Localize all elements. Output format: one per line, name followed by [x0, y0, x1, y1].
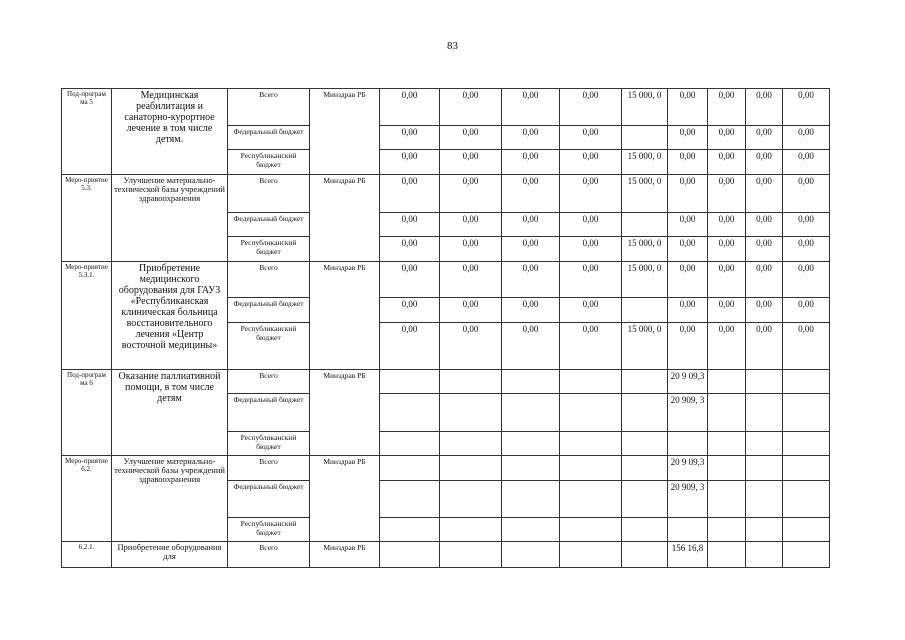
amount-cell: 0,00	[668, 298, 708, 323]
amount-cell	[708, 518, 746, 542]
amount-cell: 0,00	[560, 213, 622, 237]
amount-cell	[380, 432, 440, 456]
amount-cell	[502, 456, 560, 481]
amount-cell	[440, 370, 502, 394]
amount-cell: 0,00	[502, 150, 560, 175]
amount-cell	[622, 542, 668, 568]
amount-cell: 0,00	[380, 126, 440, 150]
amount-cell	[560, 481, 622, 518]
amount-cell: 0,00	[380, 175, 440, 213]
amount-cell: 0,00	[440, 126, 502, 150]
amount-cell: 0,00	[502, 126, 560, 150]
amount-cell	[560, 456, 622, 481]
executor: Минздрав РБ	[310, 89, 380, 175]
row-code: 6.2.1.	[62, 542, 112, 568]
source-republic: Республиканский бюджет	[228, 518, 310, 542]
amount-cell	[502, 481, 560, 518]
row-name: Оказание паллиативной помощи, в том числе детям	[112, 370, 228, 456]
page-number: 83	[447, 40, 458, 52]
row-name: Приобретение медицинского оборудования для ГАУЗ «Республиканская клиническая больница восстановительного лечения «Центр восточной медицины»	[112, 262, 228, 370]
row-code: Меро-приятие 5.3.	[62, 175, 112, 262]
amount-cell: 0,00	[380, 89, 440, 126]
amount-cell	[440, 432, 502, 456]
amount-cell	[708, 394, 746, 432]
amount-cell	[746, 370, 783, 394]
amount-cell	[622, 518, 668, 542]
amount-cell: 0,00	[502, 323, 560, 370]
budget-table	[61, 88, 830, 568]
amount-cell	[783, 370, 830, 394]
source-federal: Федеральный бюджет	[228, 298, 310, 323]
amount-cell	[783, 518, 830, 542]
row-code: Под-програм ма 5	[62, 89, 112, 175]
amount-cell	[668, 518, 708, 542]
amount-cell: 0,00	[440, 237, 502, 262]
amount-cell: 0,00	[708, 175, 746, 213]
amount-cell: 0,00	[380, 298, 440, 323]
executor: Минздрав РБ	[310, 542, 380, 568]
amount-cell: 0,00	[380, 262, 440, 298]
row-code: Меро-приятие 5.3.1.	[62, 262, 112, 370]
amount-cell	[708, 432, 746, 456]
amount-cell: 0,00	[708, 89, 746, 126]
amount-cell: 0,00	[783, 150, 830, 175]
amount-cell	[622, 394, 668, 432]
table-row	[62, 89, 830, 126]
row-code: Под-програм ма 6	[62, 370, 112, 456]
amount-cell: 0,00	[440, 262, 502, 298]
amount-cell: 156 16,8	[668, 542, 708, 568]
amount-cell: 0,00	[560, 126, 622, 150]
source-republic: Республиканский бюджет	[228, 150, 310, 175]
source-republic: Республиканский бюджет	[228, 323, 310, 370]
executor: Минздрав РБ	[310, 370, 380, 456]
amount-cell: 0,00	[783, 175, 830, 213]
source-federal: Федеральный бюджет	[228, 394, 310, 432]
amount-cell: 0,00	[746, 89, 783, 126]
amount-cell: 0,00	[502, 175, 560, 213]
source-federal: Федеральный бюджет	[228, 126, 310, 150]
amount-cell	[708, 481, 746, 518]
amount-cell	[746, 542, 783, 568]
amount-cell: 0,00	[440, 89, 502, 126]
source-total: Всего	[228, 456, 310, 481]
amount-cell: 0,00	[708, 150, 746, 175]
amount-cell: 0,00	[783, 126, 830, 150]
amount-cell	[380, 518, 440, 542]
amount-cell	[783, 542, 830, 568]
amount-cell: 0,00	[440, 213, 502, 237]
source-federal: Федеральный бюджет	[228, 481, 310, 518]
source-republic: Республиканский бюджет	[228, 432, 310, 456]
amount-cell: 0,00	[440, 175, 502, 213]
amount-cell: 15 000, 0	[622, 89, 668, 126]
amount-cell	[380, 394, 440, 432]
amount-cell	[622, 126, 668, 150]
executor: Минздрав РБ	[310, 262, 380, 370]
amount-cell: 0,00	[560, 89, 622, 126]
amount-cell	[502, 542, 560, 568]
amount-cell	[746, 518, 783, 542]
table-row	[62, 542, 830, 568]
amount-cell	[560, 518, 622, 542]
amount-cell	[502, 370, 560, 394]
source-total: Всего	[228, 262, 310, 298]
amount-cell	[622, 213, 668, 237]
amount-cell: 15 000, 0	[622, 262, 668, 298]
amount-cell	[380, 456, 440, 481]
amount-cell: 0,00	[560, 298, 622, 323]
amount-cell: 20 9 09,3	[668, 370, 708, 394]
executor: Минздрав РБ	[310, 456, 380, 542]
amount-cell: 0,00	[440, 323, 502, 370]
amount-cell: 0,00	[668, 262, 708, 298]
amount-cell	[622, 298, 668, 323]
amount-cell	[560, 542, 622, 568]
amount-cell: 0,00	[560, 323, 622, 370]
amount-cell: 0,00	[746, 237, 783, 262]
amount-cell: 0,00	[560, 262, 622, 298]
amount-cell: 15 000, 0	[622, 323, 668, 370]
row-name: Приобретение оборудования для	[112, 542, 228, 568]
amount-cell	[746, 481, 783, 518]
amount-cell: 0,00	[783, 323, 830, 370]
table-row	[62, 262, 830, 298]
amount-cell	[708, 542, 746, 568]
amount-cell	[622, 370, 668, 394]
amount-cell	[440, 456, 502, 481]
source-total: Всего	[228, 370, 310, 394]
amount-cell	[746, 456, 783, 481]
amount-cell	[560, 432, 622, 456]
source-total: Всего	[228, 89, 310, 126]
amount-cell	[783, 456, 830, 481]
amount-cell: 0,00	[746, 323, 783, 370]
amount-cell: 0,00	[380, 323, 440, 370]
amount-cell	[746, 394, 783, 432]
amount-cell: 0,00	[746, 298, 783, 323]
amount-cell: 0,00	[380, 213, 440, 237]
table-body	[62, 89, 830, 568]
source-total: Всего	[228, 542, 310, 568]
amount-cell: 20 909, 3	[668, 394, 708, 432]
amount-cell	[502, 518, 560, 542]
amount-cell: 0,00	[708, 237, 746, 262]
amount-cell	[783, 394, 830, 432]
executor: Минздрав РБ	[310, 175, 380, 262]
amount-cell	[560, 370, 622, 394]
amount-cell: 0,00	[502, 89, 560, 126]
amount-cell: 15 000, 0	[622, 237, 668, 262]
row-name: Улучшение материально-технической базы учреждений здравоохранения	[112, 456, 228, 542]
amount-cell: 0,00	[708, 298, 746, 323]
amount-cell	[783, 481, 830, 518]
amount-cell: 0,00	[708, 323, 746, 370]
source-federal: Федеральный бюджет	[228, 213, 310, 237]
amount-cell: 0,00	[560, 150, 622, 175]
amount-cell	[708, 370, 746, 394]
amount-cell: 0,00	[708, 213, 746, 237]
amount-cell: 0,00	[668, 213, 708, 237]
source-republic: Республиканский бюджет	[228, 237, 310, 262]
amount-cell: 0,00	[668, 150, 708, 175]
amount-cell: 0,00	[746, 175, 783, 213]
amount-cell	[708, 456, 746, 481]
amount-cell: 0,00	[746, 126, 783, 150]
amount-cell	[380, 542, 440, 568]
amount-cell	[502, 394, 560, 432]
amount-cell: 0,00	[502, 298, 560, 323]
row-name: Медицинская реабилитация и санаторно-курортное лечение в том числе детям.	[112, 89, 228, 175]
amount-cell: 0,00	[668, 89, 708, 126]
amount-cell: 0,00	[668, 126, 708, 150]
amount-cell	[380, 370, 440, 394]
amount-cell: 0,00	[502, 237, 560, 262]
amount-cell: 0,00	[380, 150, 440, 175]
amount-cell: 0,00	[668, 323, 708, 370]
amount-cell: 0,00	[440, 150, 502, 175]
amount-cell: 15 000, 0	[622, 175, 668, 213]
amount-cell: 0,00	[668, 237, 708, 262]
row-name: Улучшение материально-технической базы учреждений здравоохранения	[112, 175, 228, 262]
amount-cell: 0,00	[380, 237, 440, 262]
amount-cell: 0,00	[746, 150, 783, 175]
amount-cell: 0,00	[560, 237, 622, 262]
amount-cell: 0,00	[502, 213, 560, 237]
amount-cell: 20 909, 3	[668, 481, 708, 518]
amount-cell: 0,00	[746, 213, 783, 237]
amount-cell	[440, 481, 502, 518]
amount-cell: 0,00	[783, 213, 830, 237]
amount-cell	[440, 518, 502, 542]
table-row	[62, 370, 830, 394]
amount-cell: 0,00	[783, 298, 830, 323]
amount-cell: 0,00	[668, 175, 708, 213]
amount-cell	[440, 542, 502, 568]
amount-cell	[746, 432, 783, 456]
amount-cell: 20 9 09,3	[668, 456, 708, 481]
amount-cell	[783, 432, 830, 456]
amount-cell: 0,00	[746, 262, 783, 298]
amount-cell: 0,00	[560, 175, 622, 213]
amount-cell: 0,00	[783, 89, 830, 126]
amount-cell	[502, 432, 560, 456]
row-code: Меро-приятие 6.2.	[62, 456, 112, 542]
amount-cell	[560, 394, 622, 432]
amount-cell: 0,00	[440, 298, 502, 323]
amount-cell: 0,00	[783, 262, 830, 298]
amount-cell	[622, 456, 668, 481]
table-row	[62, 175, 830, 213]
table-row	[62, 456, 830, 481]
amount-cell	[622, 481, 668, 518]
amount-cell	[440, 394, 502, 432]
amount-cell: 0,00	[502, 262, 560, 298]
amount-cell: 0,00	[783, 237, 830, 262]
source-total: Всего	[228, 175, 310, 213]
amount-cell	[622, 432, 668, 456]
amount-cell: 15 000, 0	[622, 150, 668, 175]
amount-cell	[668, 432, 708, 456]
amount-cell: 0,00	[708, 262, 746, 298]
amount-cell: 0,00	[708, 126, 746, 150]
amount-cell	[380, 481, 440, 518]
